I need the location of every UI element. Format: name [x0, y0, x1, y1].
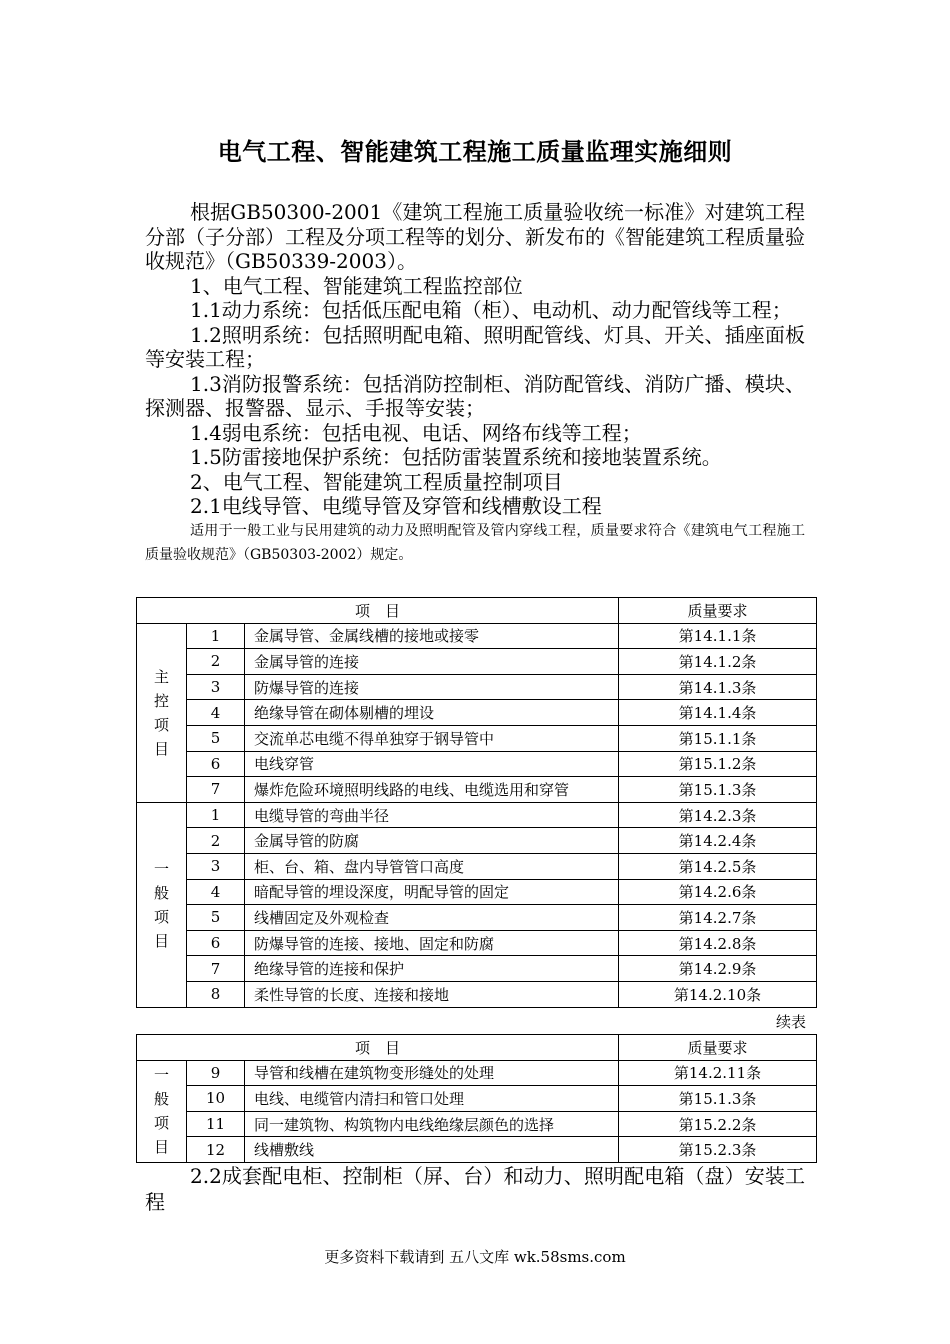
heading-section-2: 2、电气工程、智能建筑工程质量控制项目 [190, 469, 563, 494]
table-row [137, 930, 817, 956]
paragraph-intro: 根据GB50300-2001《建筑工程施工质量验收统一标准》对建筑工程分部（子分部）工程及分项工程等的划分、新发布的《智能建筑工程质量验收规范》（GB50339-2003）。 [145, 200, 805, 273]
table-row [137, 853, 817, 879]
row-requirement: 第14.2.4条 [619, 828, 817, 854]
table-row [137, 1086, 817, 1112]
row-requirement: 第14.2.5条 [619, 853, 817, 879]
heading-section-2-2: 2.2成套配电柜、控制柜（屏、台）和动力、照明配电箱（盘）安装工程 [145, 1164, 805, 1214]
row-requirement: 第14.2.6条 [619, 879, 817, 905]
row-number: 3 [187, 674, 245, 700]
row-number: 7 [187, 777, 245, 803]
footer-download-link[interactable]: 更多资料下载请到 五八文库 wk.58sms.com [324, 1248, 626, 1266]
paragraph-1-1: 1.1动力系统：包括低压配电箱（柜）、电动机、动力配管线等工程； [190, 298, 792, 322]
row-requirement: 第14.1.3条 [619, 674, 817, 700]
row-item: 防爆导管的连接 [245, 674, 619, 700]
group-general-continued: 一 般 项 目 [137, 1060, 187, 1162]
paragraph-1-5: 1.5防雷接地保护系统：包括防雷装置系统和接地装置系统。 [190, 445, 722, 469]
row-number: 6 [187, 930, 245, 956]
table-row [137, 674, 817, 700]
row-item: 线槽敷线 [245, 1137, 619, 1163]
row-item: 交流单芯电缆不得单独穿于钢导管中 [245, 725, 619, 751]
row-number: 5 [187, 725, 245, 751]
row-requirement: 第15.1.1条 [619, 725, 817, 751]
quality-control-table-continued [136, 1034, 817, 1163]
row-number: 2 [187, 828, 245, 854]
row-number: 4 [187, 879, 245, 905]
row-item: 电线、电缆管内清扫和管口处理 [245, 1086, 619, 1112]
row-number: 4 [187, 700, 245, 726]
header-requirement: 质量要求 [619, 598, 817, 624]
table-header-row [137, 598, 817, 624]
continued-label: 续表 [775, 1013, 806, 1031]
quality-control-table [136, 597, 817, 1008]
paragraph-1-4: 1.4弱电系统：包括电视、电话、网络布线等工程； [190, 420, 642, 445]
row-item: 爆炸危险环境照明线路的电线、电缆选用和穿管 [245, 777, 619, 803]
paragraph-1-2: 1.2照明系统：包括照明配电箱、照明配管线、灯具、开关、插座面板等安装工程； [145, 322, 805, 371]
table-row [137, 1060, 817, 1086]
table-row [137, 828, 817, 854]
row-item: 电线穿管 [245, 751, 619, 777]
table-row [137, 802, 817, 828]
table-row [137, 649, 817, 675]
table-header-row [137, 1035, 817, 1061]
table-row [137, 956, 817, 982]
row-item: 金属导管的连接 [245, 649, 619, 675]
paragraph-1-3: 1.3消防报警系统：包括消防控制柜、消防配管线、消防广播、模块、探测器、报警器、显示、手报等安装； [145, 371, 805, 420]
row-item: 绝缘导管在砌体剔槽的埋设 [245, 700, 619, 726]
row-requirement: 第14.1.2条 [619, 649, 817, 675]
row-item: 同一建筑物、构筑物内电线绝缘层颜色的选择 [245, 1111, 619, 1137]
row-number: 2 [187, 649, 245, 675]
row-requirement: 第14.2.3条 [619, 802, 817, 828]
row-item: 金属导管的防腐 [245, 828, 619, 854]
row-requirement: 第15.1.2条 [619, 751, 817, 777]
table-row [137, 905, 817, 931]
group-main-control: 主 控 项 目 [137, 623, 187, 802]
row-item: 暗配导管的埋设深度，明配导管的固定 [245, 879, 619, 905]
row-number: 9 [187, 1060, 245, 1086]
row-number: 7 [187, 956, 245, 982]
row-number: 11 [187, 1111, 245, 1137]
row-item: 电缆导管的弯曲半径 [245, 802, 619, 828]
table-row [137, 777, 817, 803]
header-item: 项 目 [137, 598, 619, 624]
row-number: 5 [187, 905, 245, 931]
table-row [137, 1111, 817, 1137]
row-number: 3 [187, 853, 245, 879]
table-row [137, 1137, 817, 1163]
row-item: 线槽固定及外观检查 [245, 905, 619, 931]
row-number: 1 [187, 623, 245, 649]
row-requirement: 第15.1.3条 [619, 1086, 817, 1112]
heading-section-1: 1、电气工程、智能建筑工程监控部位 [190, 273, 523, 298]
heading-section-2-1: 2.1电线导管、电缆导管及穿管和线槽敷设工程 [190, 494, 602, 518]
row-item: 金属导管、金属线槽的接地或接零 [245, 623, 619, 649]
row-number: 10 [187, 1086, 245, 1112]
row-item: 绝缘导管的连接和保护 [245, 956, 619, 982]
applicability-note: 适用于一般工业与民用建筑的动力及照明配管及管内穿线工程，质量要求符合《建筑电气工程施工质量验收规范》（GB50303-2002）规定。 [145, 522, 805, 563]
table-row [137, 700, 817, 726]
header-item: 项 目 [137, 1035, 619, 1061]
row-requirement: 第14.2.11条 [619, 1060, 817, 1086]
row-number: 12 [187, 1137, 245, 1163]
row-requirement: 第14.2.8条 [619, 930, 817, 956]
row-requirement: 第14.2.9条 [619, 956, 817, 982]
row-requirement: 第14.2.10条 [619, 981, 817, 1007]
body-text [145, 200, 805, 567]
group-general: 一 般 项 目 [137, 802, 187, 1007]
row-item: 柔性导管的长度、连接和接地 [245, 981, 619, 1007]
table-row [137, 623, 817, 649]
row-number: 8 [187, 981, 245, 1007]
row-requirement: 第14.1.4条 [619, 700, 817, 726]
table-row [137, 725, 817, 751]
page-title: 电气工程、智能建筑工程施工质量监理实施细则 [217, 138, 733, 166]
section-2-2-block [145, 1163, 805, 1215]
row-requirement: 第15.1.3条 [619, 777, 817, 803]
table-row [137, 981, 817, 1007]
row-requirement: 第14.2.7条 [619, 905, 817, 931]
row-number: 1 [187, 802, 245, 828]
row-item: 柜、台、箱、盘内导管管口高度 [245, 853, 619, 879]
row-requirement: 第14.1.1条 [619, 623, 817, 649]
row-item: 防爆导管的连接、接地、固定和防腐 [245, 930, 619, 956]
row-item: 导管和线槽在建筑物变形缝处的处理 [245, 1060, 619, 1086]
header-requirement: 质量要求 [619, 1035, 817, 1061]
table-row [137, 879, 817, 905]
row-requirement: 第15.2.3条 [619, 1137, 817, 1163]
table-row [137, 751, 817, 777]
row-number: 6 [187, 751, 245, 777]
row-requirement: 第15.2.2条 [619, 1111, 817, 1137]
